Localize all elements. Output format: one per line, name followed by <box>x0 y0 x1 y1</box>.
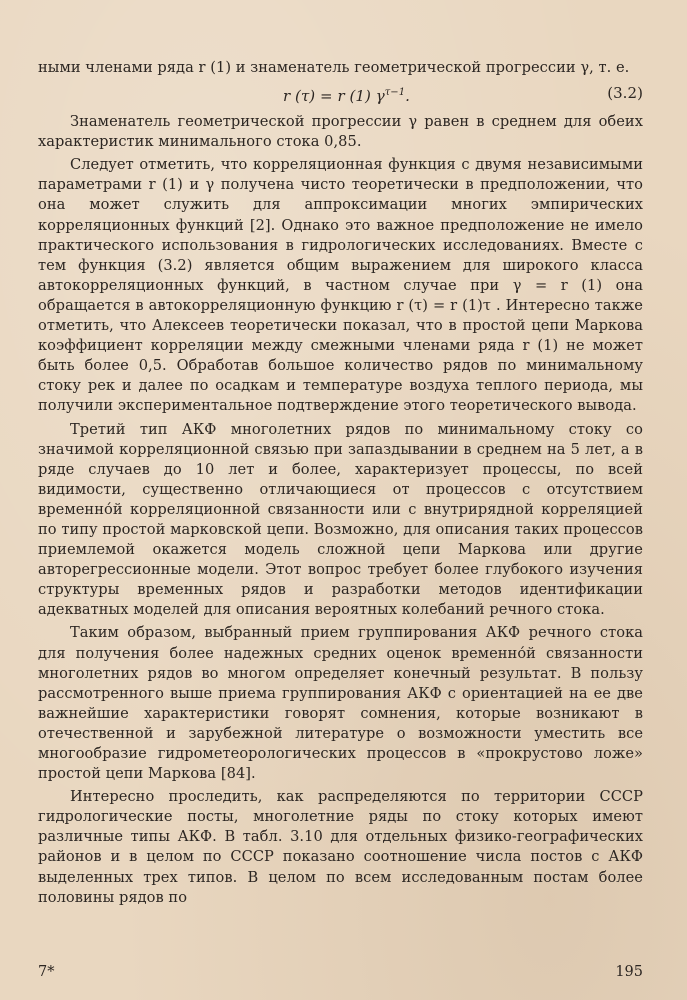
paragraph: Таким образом, выбранный прием группирования АКФ речного стока для получения более надежных средних оценок временно́й связанности многолетних рядов во многом определяет конечный результат. В пользу рассмотренного выше приема группирования АКФ с ориентацией на ее две важнейшие характеристики говорят сомнения, которые возникают в отечественной и зарубежной литературе о возможности уместить все многообразие гидрометеорологических процессов в «прокрустово ложе» простой цепи Маркова [84]. <box>38 624 643 783</box>
paragraph-continuation: ными членами ряда r (1) и знаменатель геометрической прогрессии γ, т. е. <box>38 59 630 76</box>
equation-number: (3.2) <box>607 84 643 103</box>
equation <box>283 83 410 106</box>
equation-exponent: τ−1 <box>384 87 406 99</box>
paragraph: Следует отметить, что корреляционная функция с двумя независимыми параметрами r (1) и γ получена чисто теоретически в предположении, что она может служить для аппроксимации многих эмпирических корреляционных функций [2]. Однако это важное предположение не имело практического использования в гидрологических исследованиях. Вместе с тем функция (3.2) является общим выражением для широкого класса автокорреляционных функций, в частном случае при γ = r (1) она обращается в автокорреляционную функцию r (τ) = r (1)τ . Интересно также отметить, что Алексеев теоретически показал, что в простой цепи Маркова коэффициент корреляции между смежными членами ряда r (1) не может быть более 0,5. Обработав большое количество рядов по минимальному стоку рек и далее по осадкам и температуре воздуха теплого периода, мы получили экспериментальное подтверждение этого теоретического вывода. <box>38 156 643 415</box>
paragraph: Знаменатель геометрической прогрессии γ равен в среднем для обеих характеристик минимального стока 0,85. <box>38 113 643 151</box>
page-footer <box>38 964 643 986</box>
paragraph: Интересно проследить, как распределяются по территории СССР гидрологические посты, многолетние ряды по стоку которых имеют различные типы АКФ. В табл. 3.10 для отдельных физико-географических районов и в целом по СССР показано соотношение числа постов с АКФ выделенных трех типов. В целом по всем исследованным постам более половины рядов по <box>38 788 643 906</box>
signature-mark: 7* <box>38 964 55 980</box>
equation-row <box>38 80 643 108</box>
page-body <box>38 58 643 908</box>
page-number: 195 <box>615 964 643 980</box>
equation-body: r (τ) = r (1) γ <box>283 87 385 106</box>
equation-end: . <box>405 87 410 106</box>
paragraph: Третий тип АКФ многолетних рядов по минимальному стоку со значимой корреляционной связью при запаздывании в среднем на 5 лет, а в ряде случаев до 10 лет и более, характеризует процессы, по всей видимости, существенно отличающиеся от процессов с отсутствием временно́й корреляционной связанности или с внутрирядной корреляцией по типу простой марковской цепи. Возможно, для описания таких процессов приемлемой окажется модель сложной цепи Маркова или другие авторегрессионные модели. Этот вопрос требует более глубокого изучения структуры временных рядов и разработки методов идентификации адекватных моделей для описания вероятных колебаний речного стока. <box>38 420 643 619</box>
